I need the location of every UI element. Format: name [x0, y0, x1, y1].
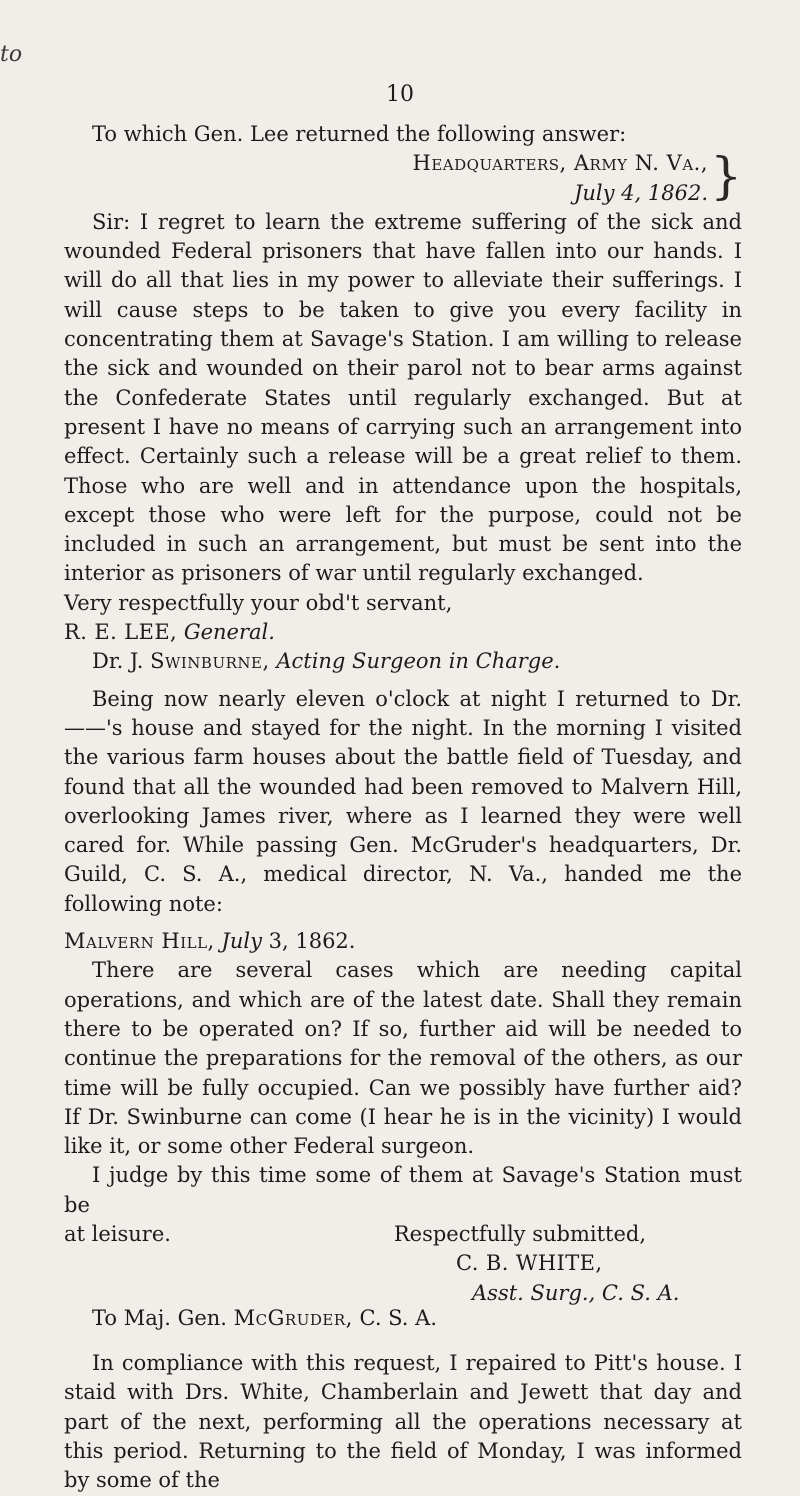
page-number: 10: [386, 82, 414, 107]
brace-icon: }: [710, 147, 742, 206]
letter2-closing-row: [64, 1220, 742, 1249]
letter2-heading-place: Malvern Hill,: [64, 929, 215, 954]
letter2-body: There are several cases which are needing capital operations, and which are of the latest date. Shall they remain there to be operated on? If so, further aid will be needed to continue the preparations for the removal of the others, as our time will be fully occupied. Can we possibly have further aid? If Dr. Swinburne can come (I hear he is in the vicinity) I would like it, or some other Federal surgeon.: [64, 958, 742, 1159]
letter2-addressee: [64, 1304, 742, 1333]
letter2-addressee-name: McGruder,: [233, 1305, 353, 1330]
narrative-paragraph-1: Being now nearly eleven o'clock at night I returned to Dr. ——'s house and stayed for the night. In the morning I visited the various farm houses about the battle field of Tuesday, and found that all the wounded had been removed to Malvern Hill, overlooking James river, where as I learned they were well cared for. While passing Gen. McGruder's headquarters, Dr. Guild, C. S. A., medical director, N. Va., handed me the following note:: [64, 686, 742, 916]
letter1-addressee-name: Swinburne,: [150, 649, 270, 674]
letter1-addressee: [64, 647, 742, 676]
letter1-signature-name: R. E. LEE,: [64, 620, 178, 645]
letter1-signature: [64, 618, 742, 647]
letter1-signature-title: General.: [183, 620, 275, 645]
letter1-heading: [64, 149, 742, 208]
letter2-addressee-prefix: To Maj. Gen.: [92, 1305, 227, 1330]
letter1-closing: Very respectfully your obd't servant,: [64, 590, 453, 615]
letter2-body-2-end: at leisure.: [64, 1221, 171, 1246]
letter2-signature-title: Asst. Surg., C. S. A.: [472, 1280, 680, 1305]
letter1-intro: To which Gen. Lee returned the following answer:: [92, 122, 627, 146]
letter2-signature-name: [64, 1249, 742, 1278]
page-body: [64, 120, 742, 1496]
narrative-paragraph-2: In compliance with this request, I repaired to Pitt's house. I staid with Drs. White, Chamberlain and Jewett that day and part of the next, performing all the operations necessary at this period. Returning to the field of Monday, I was informed by some of the: [64, 1351, 742, 1493]
letter2-closing: Respectfully submitted,: [393, 1221, 646, 1246]
page-edge-mark: to: [0, 42, 23, 67]
letter2-body-2: I judge by this time some of them at Savage's Station must be: [64, 1163, 742, 1217]
letter1-heading-place: Headquarters, Army N. Va.,: [412, 151, 708, 176]
letter2-addressee-suffix: C. S. A.: [359, 1305, 437, 1330]
letter1-heading-date: July 4, 1862.: [573, 180, 708, 205]
letter1-addressee-prefix: Dr. J.: [92, 649, 144, 674]
letter2-heading-date: 3, 1862.: [268, 929, 356, 954]
letter1-body: Sir: I regret to learn the extreme suffering of the sick and wounded Federal prisoners that have fallen into our hands. I will do all that lies in my power to alleviate their sufferings. I will cause steps to be taken to give you every facility in concentrating them at Savage's Station. I am willing to release the sick and wounded on their parol not to bear arms against the Confederate States until regularly exchanged. But at present I have no means of carrying such an arrangement into effect. Certainly such a release will be a great relief to them. Those who are well and in attendance upon the hospitals, except those who were left for the purpose, could not be included in such an arrangement, but must be sent into the interior as prisoners of war until regularly exchanged.: [64, 209, 742, 586]
letter2-heading-month: July: [221, 929, 262, 954]
letter2-heading: [64, 927, 742, 956]
letter1-addressee-title: Acting Surgeon in Charge.: [276, 649, 561, 674]
letter2-signature-name-text: C. B. WHITE,: [456, 1251, 603, 1276]
